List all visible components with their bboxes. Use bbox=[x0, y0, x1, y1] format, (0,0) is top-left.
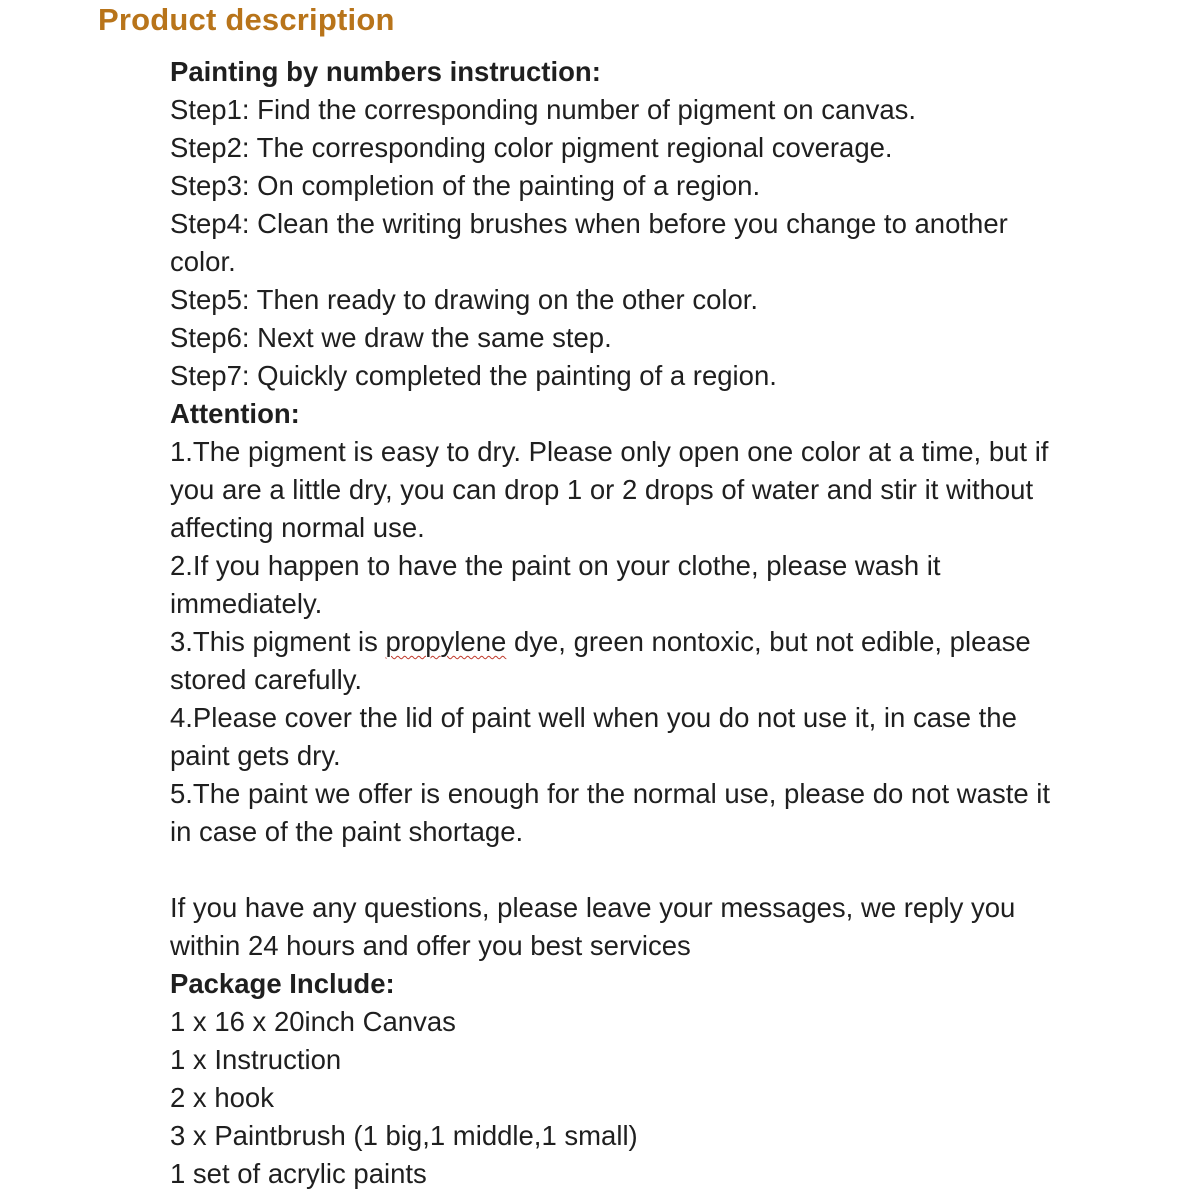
attention-3a bbox=[170, 623, 1130, 661]
description-body bbox=[170, 53, 1130, 1193]
spellcheck-word: propylene bbox=[385, 626, 507, 657]
contact-line-2: within 24 hours and offer you best services bbox=[170, 930, 691, 961]
attention-3b: stored carefully. bbox=[170, 664, 363, 695]
step-3: Step3: On completion of the painting of a region. bbox=[170, 170, 761, 201]
instructions-heading: Painting by numbers instruction: bbox=[170, 56, 601, 87]
attention-2b: immediately. bbox=[170, 588, 323, 619]
attention-heading: Attention: bbox=[170, 398, 300, 429]
attention-1b: you are a little dry, you can drop 1 or 2 drops of water and stir it without bbox=[170, 474, 1034, 505]
attention-5b: in case of the paint shortage. bbox=[170, 816, 524, 847]
page-title: Product description bbox=[98, 2, 395, 37]
package-item: 2 x hook bbox=[170, 1082, 274, 1113]
attention-4a: 4.Please cover the lid of paint well when you do not use it, in case the bbox=[170, 702, 1017, 733]
attention-2a: 2.If you happen to have the paint on your clothe, please wash it bbox=[170, 550, 941, 581]
step-4: Step4: Clean the writing brushes when before you change to another bbox=[170, 208, 1008, 239]
step-5: Step5: Then ready to drawing on the other color. bbox=[170, 284, 759, 315]
attention-1c: affecting normal use. bbox=[170, 512, 425, 543]
step-1: Step1: Find the corresponding number of pigment on canvas. bbox=[170, 94, 917, 125]
attention-3-prefix: 3.This pigment is bbox=[170, 626, 386, 657]
step-7: Step7: Quickly completed the painting of a region. bbox=[170, 360, 777, 391]
contact-line-1: If you have any questions, please leave your messages, we reply you bbox=[170, 892, 1016, 923]
package-item: 1 set of acrylic paints bbox=[170, 1158, 427, 1189]
package-item: 1 x 16 x 20inch Canvas bbox=[170, 1006, 456, 1037]
step-4-cont: color. bbox=[170, 246, 236, 277]
attention-1a: 1.The pigment is easy to dry. Please only open one color at a time, but if bbox=[170, 436, 1049, 467]
package-item: 3 x Paintbrush (1 big,1 middle,1 small) bbox=[170, 1120, 638, 1151]
package-heading: Package Include: bbox=[170, 968, 395, 999]
package-item: 1 x Instruction bbox=[170, 1044, 342, 1075]
step-6: Step6: Next we draw the same step. bbox=[170, 322, 612, 353]
step-2: Step2: The corresponding color pigment regional coverage. bbox=[170, 132, 893, 163]
attention-4b: paint gets dry. bbox=[170, 740, 341, 771]
spacer bbox=[170, 851, 1130, 889]
attention-3-suffix: dye, green nontoxic, but not edible, please bbox=[506, 626, 1031, 657]
attention-5a: 5.The paint we offer is enough for the normal use, please do not waste it bbox=[170, 778, 1051, 809]
